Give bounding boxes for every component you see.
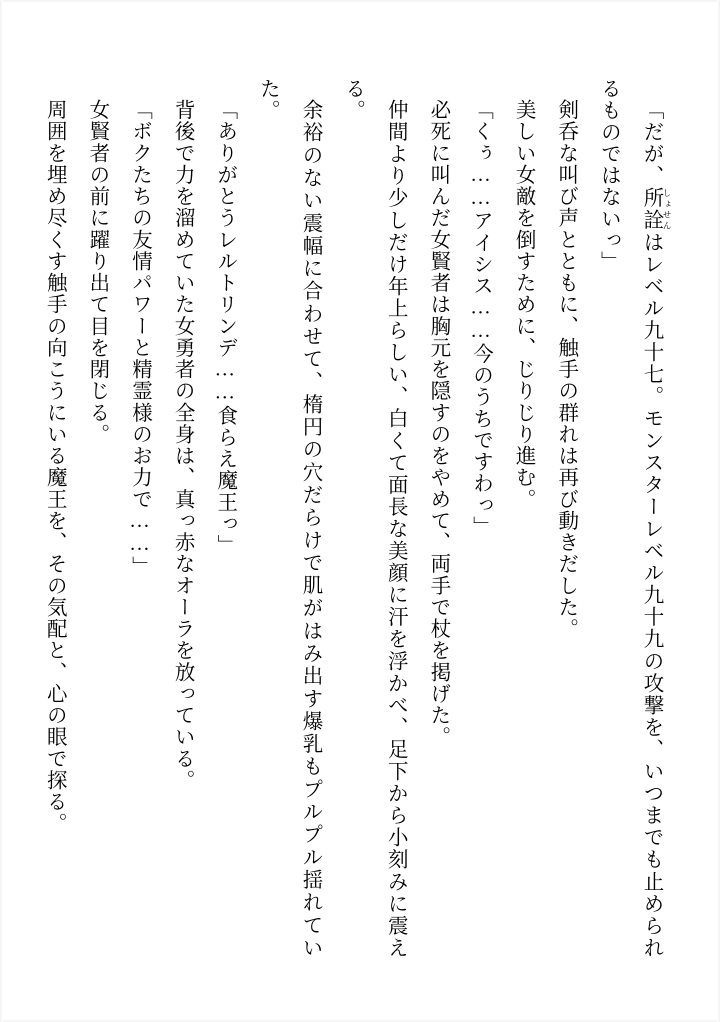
paragraph-text-before: 「だが、 — [640, 98, 662, 187]
paragraph: 「くぅ……アイシス……今のうちですわっ」 — [469, 98, 492, 538]
page-edge-top — [0, 0, 720, 3]
ruby-base: 所詮 — [640, 186, 662, 231]
paragraph: 必死に叫んだ女賢者は胸元を隠すのをやめて、両手で杖を掲げた。 — [426, 98, 449, 748]
paragraph: 仲間より少しだけ年上らしい、白くて面長な美顔に汗を浮かべ、足下から小刻みに震える。 — [341, 78, 407, 958]
paragraph: 周囲を埋め尽くす触手の向こうにいる魔王を、その気配と、心の眼で探る。 — [43, 98, 66, 834]
vertical-text-body — [32, 78, 672, 958]
page-edge-left — [0, 0, 3, 1022]
paragraph — [587, 78, 672, 958]
paragraph: 余裕のない震幅に合わせて、楕円の穴だらけで肌がはみ出す爆乳もプルプル揺れていた。 — [256, 78, 321, 958]
ruby-shosen — [640, 186, 672, 231]
paragraph: 剣呑な叫び声とともに、触手の群れは再び動きだした。 — [554, 98, 577, 640]
paragraph: 背後で力を溜めていた女勇者の全身は、真っ赤なオーラを放っている。 — [171, 98, 194, 791]
ruby-text: しょせん — [662, 186, 672, 231]
paragraph-text-after: はレベル九十七。モンスターレベル九十九の攻撃を、いつまでも止められるものではないっ」 — [597, 78, 662, 958]
paragraph: 「ボクたちの友情パワーと精霊様のお力で……」 — [128, 98, 151, 578]
paragraph: 美しい女敵を倒すために、じりじり進む。 — [512, 98, 535, 510]
paragraph: 「ありがとうレルトリンデ……食らえ魔王っ」 — [213, 98, 236, 556]
paragraph: 女賢者の前に躍り出て目を閉じる。 — [85, 98, 108, 445]
